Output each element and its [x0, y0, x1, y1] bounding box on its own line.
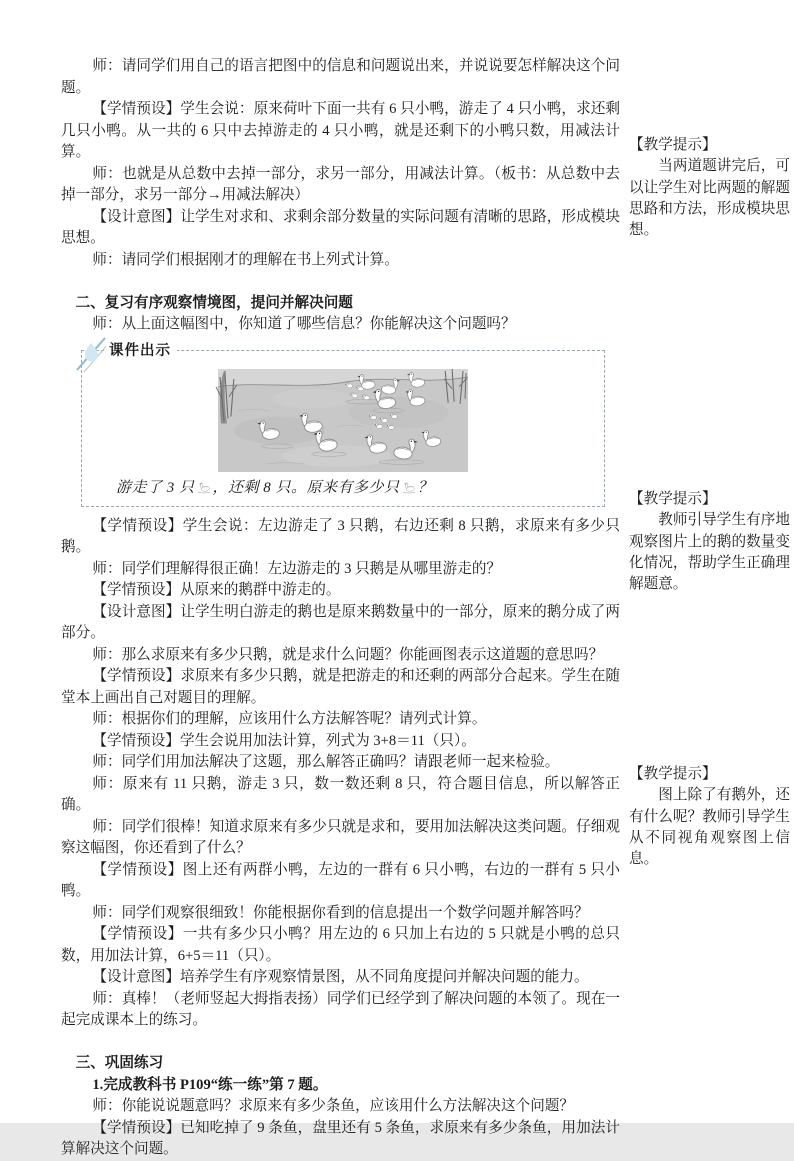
caption-text: ，还剩 8 只。原来有多少只 [212, 479, 400, 496]
paragraph: 师：同学们用加法解决了这题，那么解答正确吗？请跟老师一起来检验。 [92, 754, 560, 770]
paragraph: 【学情预设】求原来有多少只鹅，就是把游走的和还剩的两部分合起来。学生在随堂本上画出自己对题目的理解。 [61, 668, 620, 706]
margin-note-body: 教师引导学生有序地观察图片上的鹅的数量变化情况，帮助学生正确理解题意。 [629, 512, 790, 593]
margin-note-title: 【教学提示】 [629, 491, 717, 507]
margin-note [629, 764, 790, 870]
margin-note [629, 135, 790, 241]
paragraph: 【学情预设】图上还有两群小鸭，左边的一群有 6 只小鸭，右边的一群有 5 只小鸭。 [61, 861, 620, 899]
pond-illustration [218, 369, 468, 472]
margin-note [629, 489, 790, 595]
paragraph: 【学情预设】学生会说：左边游走了 3 只鹅，右边还剩 8 只鹅，求原来有多少只鹅。 [61, 517, 620, 555]
paragraph: 师：那么求原来有多少只鹅，就是求什么问题？你能画图表示这道题的意思吗？ [92, 646, 604, 663]
paragraph: 师：根据你们的理解，应该用什么方法解答呢？请列式计算。 [92, 711, 487, 727]
courseware-caption [116, 478, 604, 499]
section-heading: 二、复习有序观察情境图，提问并解决问题 [75, 294, 353, 311]
swan-icon [401, 480, 417, 494]
paragraph: 【学情预设】已知吃掉了 9 条鱼，盘里还有 5 条鱼，求原来有多少条鱼，用加法计算解决这个问题。 [61, 1119, 620, 1157]
paragraph: 【学情预设】学生会说：原来荷叶下面一共有 6 只小鸭，游走了 4 只小鸭，求还剩几只小鸭。从一共的 6 只中去掉游走的 4 只小鸭，就是还剩下的小鸭只数，用减法计算。 [61, 101, 620, 160]
exercise-heading: 1.完成教科书 P109“练一练”第 7 题。 [92, 1076, 328, 1093]
paragraph: 师：请同学们根据刚才的理解在书上列式计算。 [92, 251, 399, 268]
paragraph: 师：原来有 11 只鹅，游走 3 只，数一数还剩 8 只，符合题目信息，所以解答正确。 [61, 775, 620, 813]
paragraph: 【学情预设】学生会说用加法计算，列式为 3+8＝11（只）。 [92, 732, 476, 749]
paragraph: 【设计意图】培养学生有序观察情景图，从不同角度提问并解决问题的能力。 [92, 969, 589, 985]
paragraph: 师：真棒！（老师竖起大拇指表扬）同学们已经学到了解决问题的本领了。现在一起完成课本上的练习。 [61, 990, 620, 1028]
courseware-box [81, 342, 605, 507]
paragraph: 师：同学们很棒！知道求原来有多少只就是求和，要用加法解决这类问题。仔细观察这幅图，你还看到了什么？ [61, 818, 620, 856]
courseware-label: 课件出示 [106, 341, 177, 361]
main-text-column [61, 56, 620, 1161]
swan-icon [196, 480, 212, 494]
paragraph: 【设计意图】让学生对求和、求剩余部分数量的实际问题有清晰的思路，形成模块思想。 [61, 208, 620, 246]
paragraph: 师：你能说说题意吗？求原来有多少条鱼，应该用什么方法解决这个问题？ [92, 1098, 574, 1114]
margin-note-title: 【教学提示】 [629, 137, 717, 153]
caption-text: 游走了 3 只 [116, 479, 195, 496]
paragraph: 师：同学们理解得很正确！左边游走的 3 只鹅是从哪里游走的？ [92, 560, 502, 577]
margin-note-body: 图上除了有鹅外，还有什么呢？教师引导学生从不同视角观察图上信息。 [629, 787, 790, 868]
paragraph: 【学情预设】一共有多少只小鸭？用左边的 6 只加上右边的 5 只就是小鸭的总只数，用加法计算，6+5＝11（只）。 [61, 926, 620, 964]
paragraph: 【学情预设】从原来的鹅群中游走的。 [92, 582, 341, 598]
paragraph: 师：也就是从总数中去掉一部分，求另一部分，用减法计算。（板书：从总数中去掉一部分，求另一部分→用减法解决） [61, 165, 620, 203]
paragraph: 【设计意图】让学生明白游走的鹅也是原来鹅数量中的一部分，原来的鹅分成了两部分。 [61, 603, 620, 641]
caption-text: ？ [417, 479, 434, 496]
paragraph: 师：从上面这幅图中，你知道了哪些信息？你能解决这个问题吗？ [92, 316, 516, 332]
paragraph: 师：同学们观察很细致！你能根据你看到的信息提出一个数学问题并解答吗？ [92, 904, 589, 921]
section-heading: 三、巩固练习 [75, 1055, 164, 1071]
margin-note-title: 【教学提示】 [629, 766, 717, 782]
margin-note-body: 当两道题讲完后，可以让学生对比两题的解题思路和方法，形成模块思想。 [629, 158, 790, 239]
paragraph: 师：请同学们用自己的语言把图中的信息和问题说出来，并说说要怎样解决这个问题。 [61, 58, 620, 96]
